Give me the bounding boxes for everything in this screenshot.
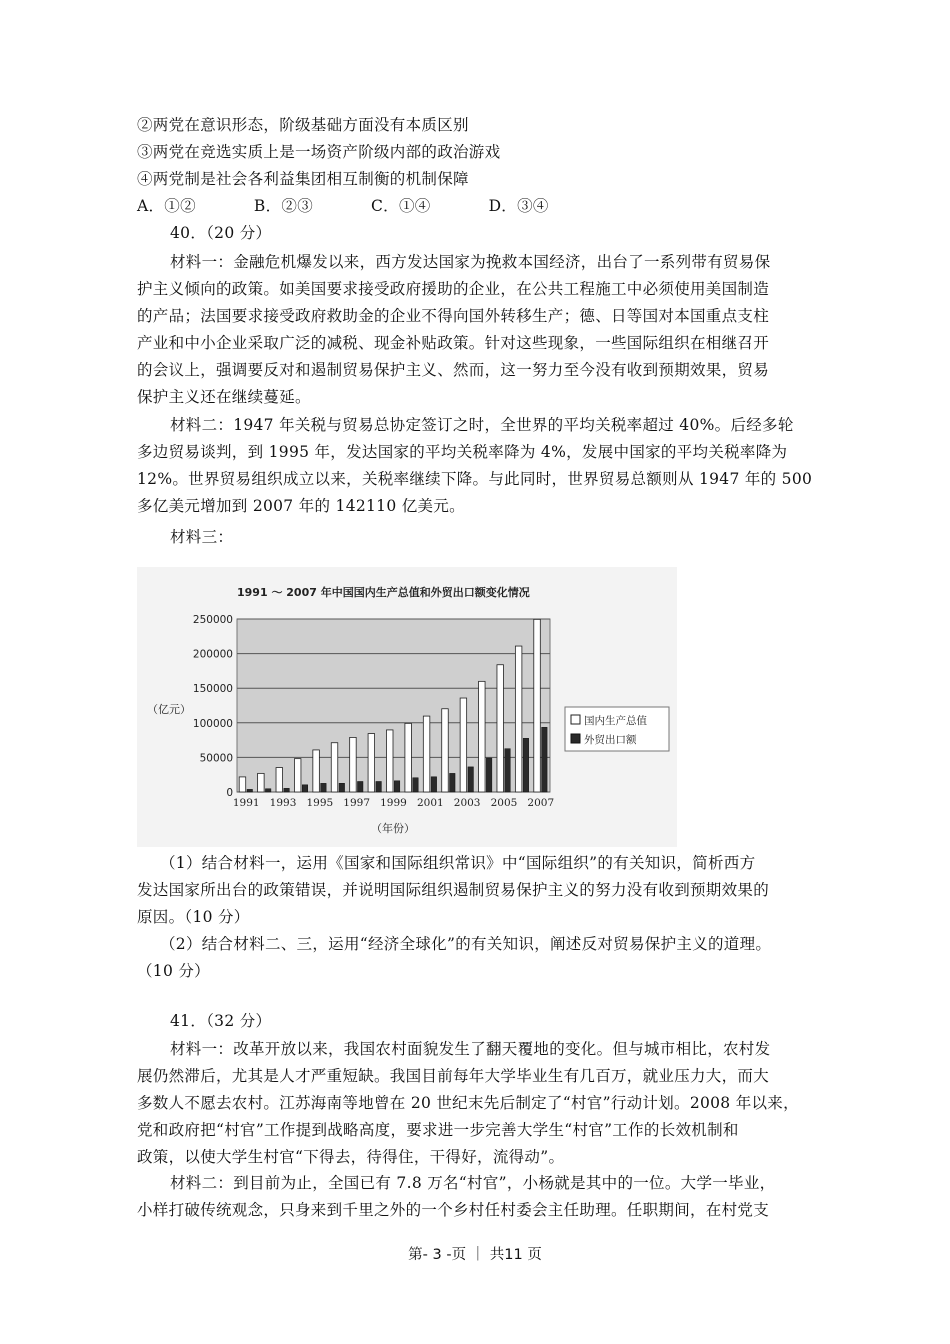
bar-gdp [368,734,375,792]
bar-export [357,781,363,792]
bar-gdp [331,743,338,792]
q40-m3-label: 材料三： [170,528,234,546]
y-tick-label: 0 [226,787,233,799]
bar-gdp [497,665,504,792]
bar-export [542,727,548,792]
legend-swatch-gdp [571,715,580,724]
bar-gdp [515,646,522,792]
bar-gdp [405,723,412,792]
bar-export [265,789,271,792]
bar-export [505,749,511,792]
q40-m1-line: 材料一：金融危机爆发以来，西方发达国家为挽救本国经济，出台了一系列带有贸易保 [170,253,771,271]
legend-label-gdp: 国内生产总值 [584,715,647,727]
q40-ask-2: （2）结合材料二、三，运用“经济全球化”的有关知识，阐述反对贸易保护主义的道理。 [160,935,772,953]
x-tick-label: 2003 [453,797,481,809]
bar-gdp [387,730,394,792]
x-tick-label: 1991 [232,797,260,809]
option-a: A．①② [137,197,196,215]
option-d: D．③④ [488,197,549,215]
bar-gdp [313,750,320,792]
bar-gdp [294,759,301,792]
q41-m2-line: 小样打破传统观念，只身来到千里之外的一个乡村任村委会主任助理。任职期间，在村党支 [137,1201,770,1219]
bar-gdp [460,698,467,792]
bar-export [431,777,437,792]
x-tick-label: 2005 [490,797,518,809]
q40-m1-line: 的产品；法国要求接受政府救助金的企业不得向国外转移生产；德、日等国对本国重点支柱 [137,307,770,325]
page-footer: 第- 3 -页 ｜ 共11 页 [408,1247,542,1263]
legend-label-export: 外贸出口额 [584,734,637,746]
answer-options [137,193,817,220]
q40-ask-2-cont: （10 分） [137,962,210,980]
bar-gdp [534,619,541,792]
q41-m1-line: 材料一：改革开放以来，我国农村面貌发生了翻天覆地的变化。但与城市相比，农村发 [170,1040,771,1058]
q41-m1-line: 政策，以使大学生村官“下得去，待得住，干得好，流得动”。 [137,1148,565,1166]
gdp-export-chart [137,567,677,847]
bar-export [413,778,419,792]
bar-export [450,773,456,792]
y-tick-label: 200000 [192,648,233,661]
y-tick-label: 250000 [192,614,233,626]
q40-m2-line: 12%。世界贸易组织成立以来，关税率继续下降。与此同时，世界贸易总额则从 1947 年的 500 [137,470,813,488]
y-axis-label: （亿元） [147,703,191,716]
bar-export [247,789,253,792]
y-tick-label: 100000 [192,717,233,730]
bar-gdp [479,681,486,792]
chart-title: 1991 ～ 2007 年中国国内生产总值和外贸出口额变化情况 [237,586,530,599]
bar-gdp [258,773,265,792]
chart-svg [137,567,677,847]
q41-m2-line: 材料二：到目前为止，全国已有 7.8 万名“村官”，小杨就是其中的一位。大学一毕业， [170,1174,776,1192]
y-tick-label: 50000 [199,752,233,765]
option-line-4: ④两党制是社会各利益集团相互制衡的机制保障 [137,170,469,188]
x-tick-label: 1997 [343,797,371,809]
q40-m1-line: 的会议上，强调要反对和遏制贸易保护主义、然而，这一努力至今没有收到预期效果，贸易 [137,361,770,379]
x-tick-label: 1993 [269,797,297,809]
q40-heading: 40．（20 分） [170,224,272,242]
bar-export [376,781,382,792]
y-tick-label: 150000 [192,683,233,696]
x-axis-label: （年份） [371,822,415,835]
q40-m2-line: 材料二：1947 年关税与贸易总协定签订之时，全世界的平均关税率超过 40%。后经多轮 [170,416,794,434]
q40-ask-1-cont: 发达国家所出台的政策错误，并说明国际组织遏制贸易保护主义的努力没有收到预期效果的 [137,881,770,899]
x-tick-label: 1999 [380,797,407,809]
q41-m1-line: 展仍然滞后，尤其是人才严重短缺。我国目前每年大学毕业生有几百万，就业压力大，而大 [137,1067,770,1085]
option-line-2: ②两党在意识形态，阶级基础方面没有本质区别 [137,116,469,134]
bar-gdp [423,716,430,792]
bar-export [284,788,290,792]
q40-ask-1: （1）结合材料一，运用《国家和国际组织常识》中“国际组织”的有关知识，简析西方 [160,854,756,872]
option-c: C．①④ [371,197,431,215]
q41-heading: 41．（32 分） [170,1012,272,1030]
bar-export [486,758,492,792]
bar-export [468,767,474,792]
q41-m1-line: 党和政府把“村官”工作提到战略高度，要求进一步完善大学生“村官”工作的长效机制和 [137,1121,739,1139]
x-tick-label: 2007 [527,797,555,809]
bar-gdp [276,768,283,792]
bar-export [339,783,345,792]
x-tick-label: 2001 [416,797,444,809]
q40-m1-line: 保护主义还在继续蔓延。 [137,388,311,406]
x-tick-label: 1995 [306,797,334,809]
q40-m1-line: 产业和中小企业采取广泛的减税、现金补贴政策。针对这些现象，一些国际组织在相继召开 [137,334,770,352]
q40-ask-1-cont: 原因。（10 分） [137,908,250,926]
q40-m2-line: 多亿美元增加到 2007 年的 142110 亿美元。 [137,497,465,515]
legend-swatch-export [571,734,580,743]
bar-gdp [239,777,246,792]
bar-export [394,781,400,792]
bar-export [302,785,308,792]
bar-gdp [350,737,357,792]
q40-m1-line: 护主义倾向的政策。如美国要求接受政府援助的企业，在公共工程施工中必须使用美国制造 [137,280,770,298]
bar-gdp [442,709,449,792]
bar-export [523,738,529,792]
q40-m2-line: 多边贸易谈判，到 1995 年，发达国家的平均关税率降为 4%，发展中国家的平均关税率降为 [137,443,788,461]
q41-m1-line: 多数人不愿去农村。江苏海南等地曾在 20 世纪末先后制定了“村官”行动计划。2008 年以来， [137,1094,799,1112]
option-line-3: ③两党在竞选实质上是一场资产阶级内部的政治游戏 [137,143,501,161]
option-b: B．②③ [253,197,313,215]
bar-export [321,783,327,792]
